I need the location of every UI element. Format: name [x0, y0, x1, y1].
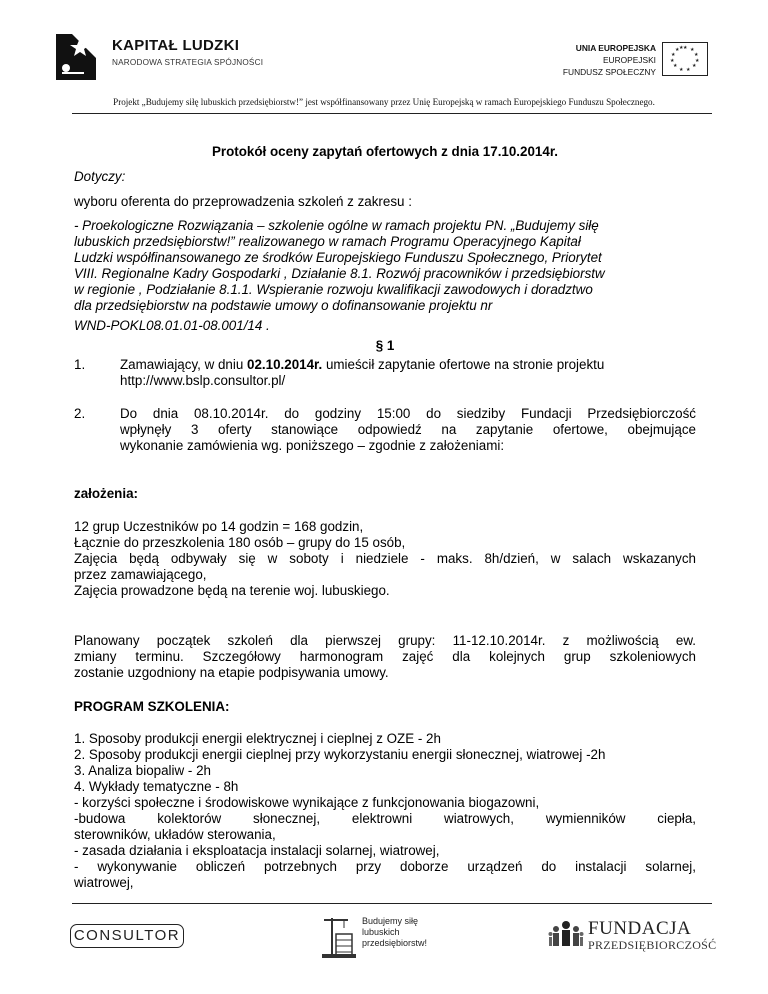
header-divider [72, 113, 712, 114]
zalozenia-line-3: Zajęcia będą odbywały się w soboty i niedziele - maks. 8h/dzień, w salach wskazanych [74, 551, 696, 566]
svg-text:★: ★ [692, 63, 697, 69]
crane-building-icon [318, 914, 358, 960]
item-2-line-2: wpłynęły 3 oferty stanowiące odpowiedź na zapytanie ofertowe, obejmujące [120, 422, 696, 437]
program-line-8: - zasada działania i eksploatacja instalacji solarnej, wiatrowej, [74, 843, 440, 858]
project-desc-line-6: dla przedsiębiorstw na podstawie umowy o dofinansowanie projektu nr [74, 298, 493, 313]
eu-logo [558, 38, 708, 94]
item-1-pre: Zamawiający, w dniu [120, 357, 248, 372]
document-title: Protokół oceny zapytań ofertowych z dnia 17.10.2014r. [211, 144, 559, 159]
kapital-ludzki-emblem-icon [50, 28, 106, 84]
item-1-text [120, 357, 696, 373]
item-1-date: 02.10.2014r. [247, 357, 323, 372]
planowany-line-1: Planowany początek szkoleń dla pierwszej grupy: 11-12.10.2014r. z możliwością ew. [74, 633, 696, 648]
project-desc-line-4: VIII. Regionalne Kadry Gospodarki , Działanie 8.1. Rozwój pracowników i przedsiębiorstw [74, 266, 605, 281]
program-line-3: 3. Analiza biopaliw - 2h [74, 763, 211, 778]
project-desc-line-2: lubuskich przedsiębiorstw!” realizowanego w ramach Programu Operacyjnego Kapitał [74, 234, 581, 249]
kapital-ludzki-title: KAPITAŁ LUDZKI [112, 37, 240, 54]
fundacja-logo [548, 916, 717, 956]
program-line-5: - korzyści społeczne i środowiskowe wynikające z funkcjonowania biogazowni, [74, 795, 540, 810]
zalozenia-heading: założenia: [74, 486, 138, 501]
eu-line2: EUROPEJSKI [602, 55, 656, 65]
project-desc-line-3: Ludzki współfinansowanego ze środków Europejskiego Funduszu Społecznego, Priorytet [74, 250, 602, 265]
zalozenia-line-2: Łącznie do przeszkolenia 180 osób – grupy do 15 osób, [74, 535, 406, 550]
item-1-url: http://www.bslp.consultor.pl/ [120, 373, 286, 388]
program-line-10: wiatrowej, [74, 875, 134, 890]
program-line-1: 1. Sposoby produkcji energii elektrycznej i cieplnej z OZE - 2h [74, 731, 441, 746]
people-group-icon [548, 918, 584, 954]
program-line-9: - wykonywanie obliczeń potrzebnych przy doborze urządzeń do instalacji solarnej, [74, 859, 696, 874]
fundacja-subtitle: PRZEDSIĘBIORCZOŚĆ [588, 938, 717, 952]
program-line-4: 4. Wykłady tematyczne - 8h [74, 779, 239, 794]
item-1-number: 1. [74, 357, 86, 372]
svg-text:★: ★ [673, 63, 678, 69]
svg-text:★: ★ [683, 45, 688, 51]
section-heading: § 1 [375, 338, 395, 353]
kapital-ludzki-subtitle: NARODOWA STRATEGIA SPÓJNOŚCI [112, 58, 264, 67]
eu-line3: FUNDUSZ SPOŁECZNY [562, 67, 656, 77]
item-2-number: 2. [74, 406, 86, 421]
program-heading: PROGRAM SZKOLENIA: [74, 699, 230, 714]
project-desc-line-1: - Proekologiczne Rozwiązania – szkolenie ogólne w ramach projektu PN. „Budujemy siłę [74, 218, 599, 233]
svg-text:★: ★ [679, 45, 684, 51]
svg-text:★: ★ [670, 58, 675, 64]
svg-text:★: ★ [686, 67, 691, 73]
svg-text:★: ★ [695, 58, 700, 64]
kapital-ludzki-logo [50, 28, 280, 84]
program-line-6: -budowa kolektorów słonecznej, elektrowni wiatrowych, wymienników ciepła, [74, 811, 696, 826]
budujemy-line-3: przedsiębiorstw! [362, 938, 428, 948]
svg-text:★: ★ [679, 67, 684, 73]
program-line-7: sterowników, układów sterowania, [74, 827, 276, 842]
budujemy-text [362, 916, 427, 949]
project-cofinancing-line: Projekt „Budujemy siłę lubuskich przedsiębiorstw!” jest współfinansowany przez Unię Europejską w ramach Europejskiego Funduszu Społecznego. [113, 97, 655, 107]
project-desc-line-7: WND-POKL08.01.01-08.001/14 . [74, 318, 270, 333]
svg-text:★: ★ [694, 52, 699, 58]
budujemy-logo [318, 914, 448, 960]
program-line-2: 2. Sposoby produkcji energii cieplnej przy wykorzystaniu energii słonecznej, wiatrowej -2h [74, 747, 606, 762]
item-1-post: umieścił zapytanie ofertowe na stronie projektu [322, 357, 605, 372]
svg-text:★: ★ [690, 47, 695, 53]
item-2-line-3: wykonanie zamówienia wg. poniższego – zgodnie z założeniami: [120, 438, 505, 453]
eu-text [563, 42, 656, 78]
zalozenia-line-4: przez zamawiającego, [74, 567, 207, 582]
footer-divider [72, 903, 712, 904]
svg-text:★: ★ [675, 47, 680, 53]
item-2-line-1: Do dnia 08.10.2014r. do godziny 15:00 do siedziby Fundacji Przedsiębiorczość [120, 406, 696, 421]
dotyczy-label: Dotyczy: [74, 169, 126, 184]
planowany-line-3: zostanie uzgodniony na etapie podpisywania umowy. [74, 665, 389, 680]
intro-text: wyboru oferenta do przeprowadzenia szkoleń z zakresu : [74, 194, 412, 209]
eu-line1: UNIA EUROPEJSKA [575, 43, 656, 53]
budujemy-line-2: lubuskich [362, 927, 400, 937]
fundacja-title: FUNDACJA [588, 918, 692, 939]
project-desc-line-5: w regionie , Podziałanie 8.1.1. Wspieranie rozwoju kwalifikacji zawodowych i doradztwo [74, 282, 593, 297]
budujemy-line-1: Budujemy siłę [362, 916, 419, 926]
consultor-logo: CONSULTOR [70, 924, 184, 948]
svg-text:★: ★ [671, 52, 676, 58]
zalozenia-line-1: 12 grup Uczestników po 14 godzin = 168 godzin, [74, 519, 364, 534]
planowany-line-2: zmiany terminu. Szczegółowy harmonogram zajęć dla kolejnych grup szkoleniowych [74, 649, 696, 664]
eu-flag-icon [662, 42, 708, 76]
zalozenia-line-5: Zajęcia prowadzone będą na terenie woj. lubuskiego. [74, 583, 390, 598]
